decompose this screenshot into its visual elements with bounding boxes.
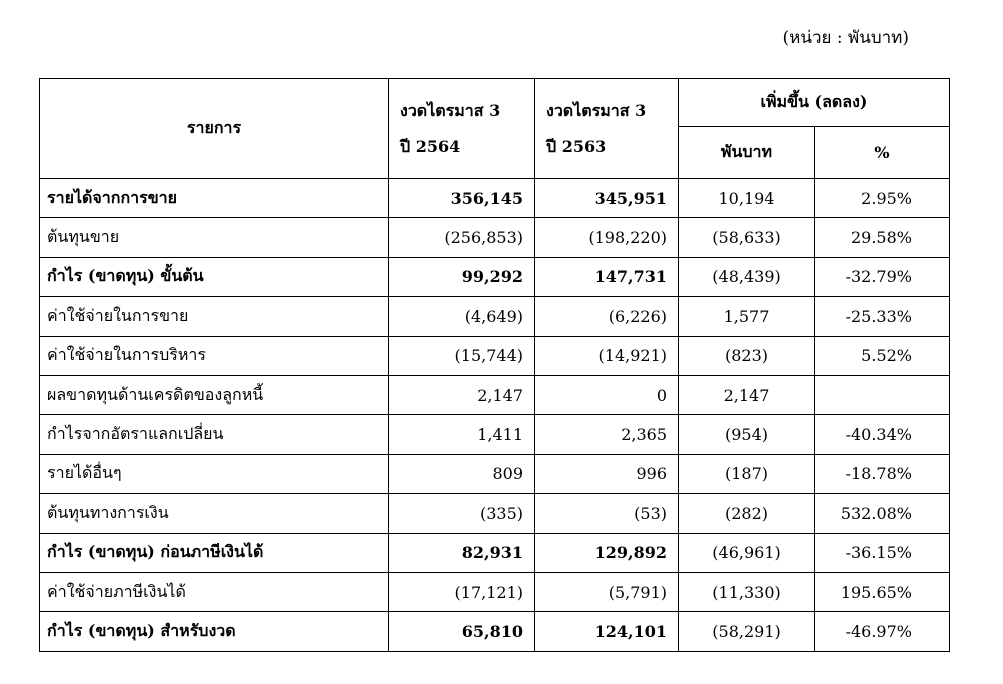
- table-row: [40, 336, 950, 375]
- row-item-label: รายได้อื่นๆ: [40, 454, 389, 493]
- table-row: [40, 415, 950, 454]
- row-change-amount: (187): [679, 454, 815, 493]
- table-row: [40, 297, 950, 336]
- row-value-q3-2564: 2,147: [389, 375, 535, 414]
- row-value-q3-2564: 809: [389, 454, 535, 493]
- row-item-label: รายได้จากการขาย: [40, 179, 389, 218]
- row-value-q3-2564: 1,411: [389, 415, 535, 454]
- row-value-q3-2564: (4,649): [389, 297, 535, 336]
- row-change-amount: (823): [679, 336, 815, 375]
- row-item-label: กำไร (ขาดทุน) สำหรับงวด: [40, 612, 389, 651]
- row-value-q3-2563: 124,101: [535, 612, 679, 651]
- row-change-amount: 10,194: [679, 179, 815, 218]
- table-row: [40, 218, 950, 257]
- row-change-percent: -32.79%: [815, 257, 950, 296]
- row-change-percent: -40.34%: [815, 415, 950, 454]
- row-change-percent: -25.33%: [815, 297, 950, 336]
- header-q3-2564: [389, 79, 535, 179]
- row-item-label: กำไรจากอัตราแลกเปลี่ยน: [40, 415, 389, 454]
- row-value-q3-2563: 2,365: [535, 415, 679, 454]
- table-row: [40, 179, 950, 218]
- table-row: [40, 612, 950, 651]
- row-change-percent: 5.52%: [815, 336, 950, 375]
- row-change-percent: 29.58%: [815, 218, 950, 257]
- header-q3-2563: [535, 79, 679, 179]
- row-change-percent: 532.08%: [815, 494, 950, 533]
- row-change-percent: 2.95%: [815, 179, 950, 218]
- row-value-q3-2563: (6,226): [535, 297, 679, 336]
- row-item-label: ค่าใช้จ่ายในการบริหาร: [40, 336, 389, 375]
- header-change-amount: พันบาท: [679, 127, 815, 179]
- row-change-amount: (46,961): [679, 533, 815, 572]
- row-value-q3-2564: (15,744): [389, 336, 535, 375]
- row-change-amount: 1,577: [679, 297, 815, 336]
- row-change-percent: [815, 375, 950, 414]
- row-value-q3-2564: (335): [389, 494, 535, 533]
- header-q3-2564-line1: งวดไตรมาส 3: [400, 100, 501, 120]
- table-row: [40, 257, 950, 296]
- row-item-label: ค่าใช้จ่ายในการขาย: [40, 297, 389, 336]
- row-value-q3-2563: 0: [535, 375, 679, 414]
- unit-note: (หน่วย : พันบาท): [782, 28, 909, 48]
- row-value-q3-2564: 99,292: [389, 257, 535, 296]
- row-value-q3-2563: (14,921): [535, 336, 679, 375]
- header-q3-2563-line2: ปี 2563: [546, 136, 607, 156]
- row-value-q3-2564: (17,121): [389, 572, 535, 611]
- row-value-q3-2563: 996: [535, 454, 679, 493]
- row-change-percent: 195.65%: [815, 572, 950, 611]
- row-change-percent: -36.15%: [815, 533, 950, 572]
- row-value-q3-2563: (198,220): [535, 218, 679, 257]
- row-value-q3-2564: (256,853): [389, 218, 535, 257]
- table-row: [40, 533, 950, 572]
- row-value-q3-2564: 356,145: [389, 179, 535, 218]
- row-value-q3-2564: 82,931: [389, 533, 535, 572]
- row-value-q3-2563: 345,951: [535, 179, 679, 218]
- table-row: [40, 572, 950, 611]
- row-change-percent: -46.97%: [815, 612, 950, 651]
- row-value-q3-2563: 129,892: [535, 533, 679, 572]
- row-item-label: ผลขาดทุนด้านเครดิตของลูกหนี้: [40, 375, 389, 414]
- header-change-percent: %: [815, 127, 950, 179]
- row-value-q3-2563: (53): [535, 494, 679, 533]
- row-change-amount: (58,633): [679, 218, 815, 257]
- row-change-amount: (11,330): [679, 572, 815, 611]
- table-header: [40, 79, 950, 179]
- row-change-amount: (48,439): [679, 257, 815, 296]
- row-item-label: กำไร (ขาดทุน) ก่อนภาษีเงินได้: [40, 533, 389, 572]
- header-item: รายการ: [40, 79, 389, 179]
- table-row: [40, 375, 950, 414]
- header-change: เพิ่มขึ้น (ลดลง): [679, 79, 950, 127]
- row-change-amount: (282): [679, 494, 815, 533]
- row-change-amount: (58,291): [679, 612, 815, 651]
- row-item-label: ค่าใช้จ่ายภาษีเงินได้: [40, 572, 389, 611]
- row-change-amount: (954): [679, 415, 815, 454]
- financial-table: [39, 78, 950, 652]
- table-row: [40, 454, 950, 493]
- header-q3-2564-line2: ปี 2564: [400, 136, 461, 156]
- row-change-percent: -18.78%: [815, 454, 950, 493]
- row-item-label: ต้นทุนขาย: [40, 218, 389, 257]
- row-value-q3-2563: 147,731: [535, 257, 679, 296]
- table-row: [40, 494, 950, 533]
- row-value-q3-2563: (5,791): [535, 572, 679, 611]
- table-body: [40, 179, 950, 652]
- row-change-amount: 2,147: [679, 375, 815, 414]
- row-item-label: ต้นทุนทางการเงิน: [40, 494, 389, 533]
- header-q3-2563-line1: งวดไตรมาส 3: [546, 100, 647, 120]
- row-item-label: กำไร (ขาดทุน) ขั้นต้น: [40, 257, 389, 296]
- row-value-q3-2564: 65,810: [389, 612, 535, 651]
